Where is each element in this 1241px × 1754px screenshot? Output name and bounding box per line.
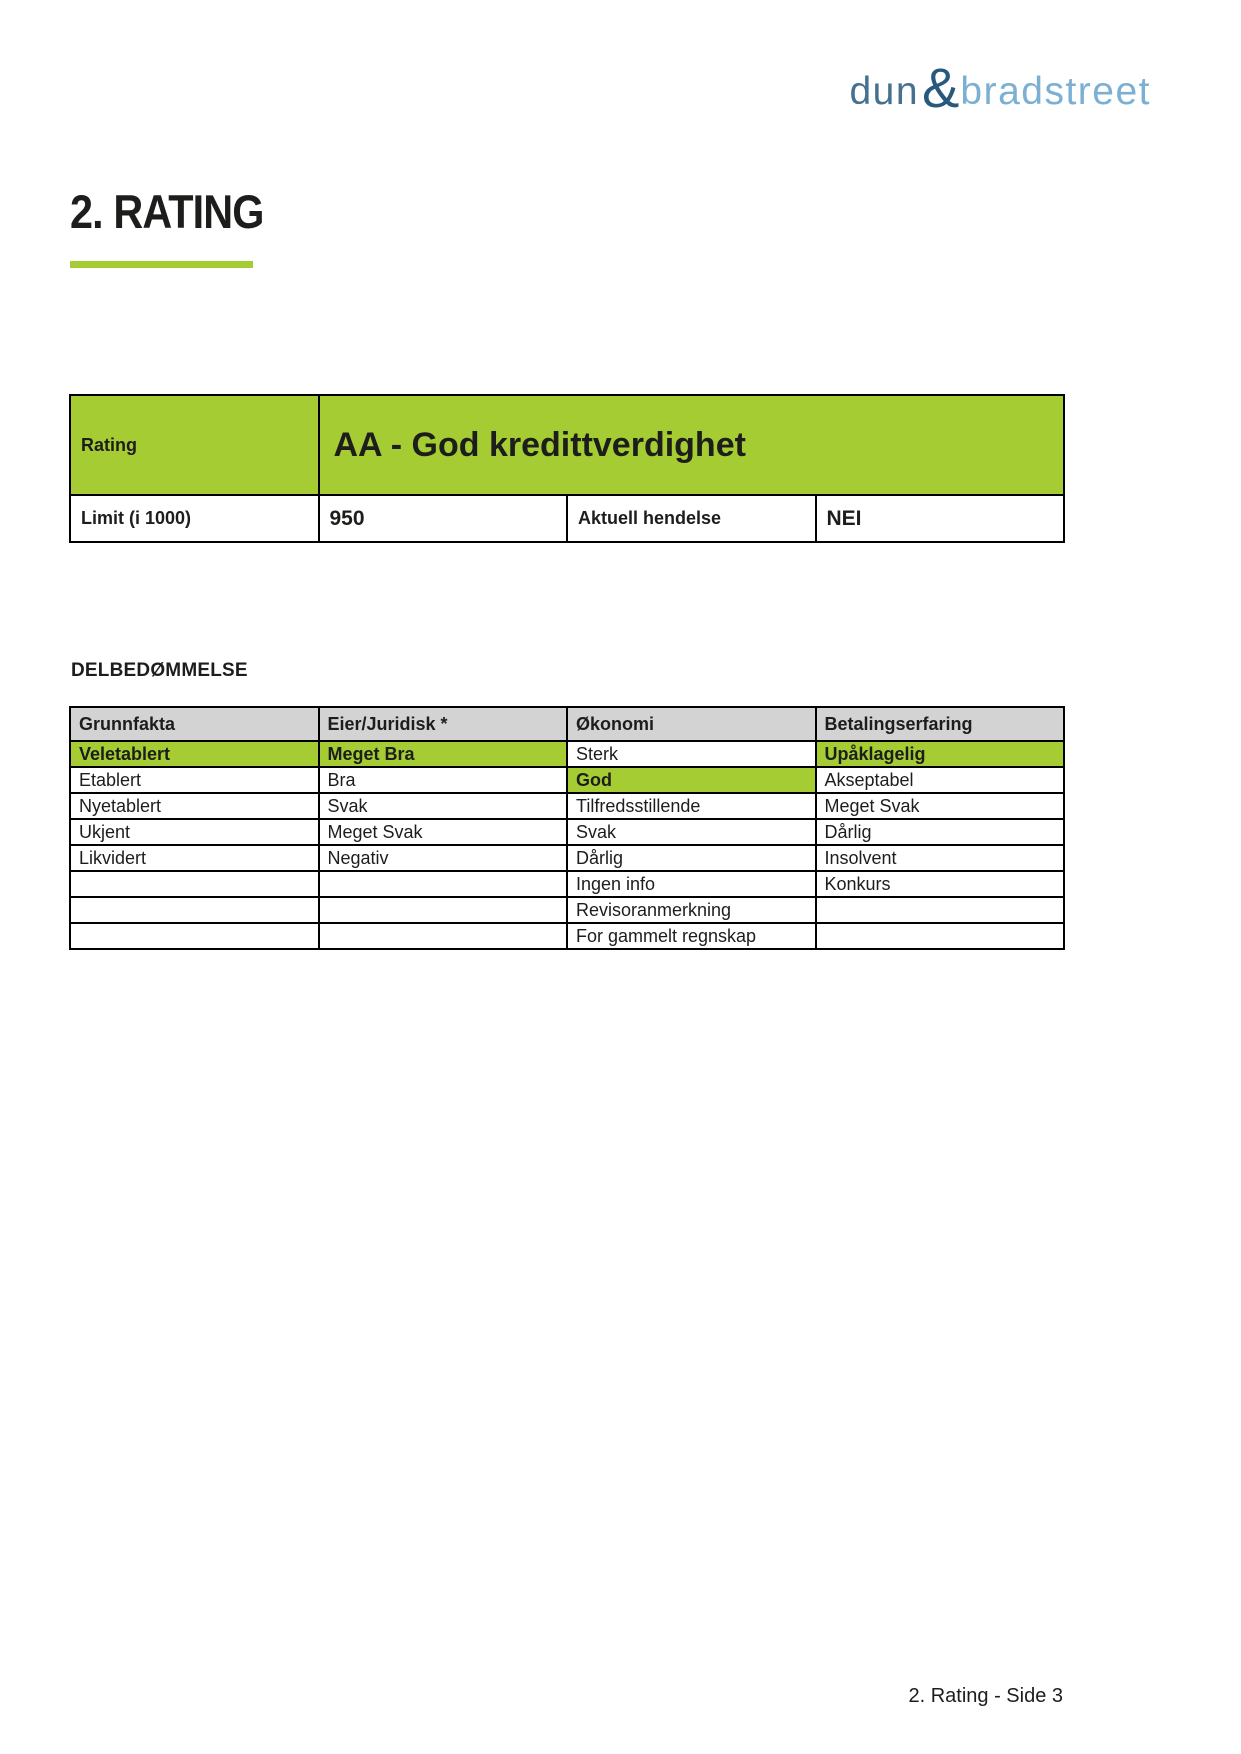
assessment-cell: Revisoranmerkning bbox=[567, 897, 816, 923]
assessment-cell: God bbox=[567, 767, 816, 793]
limit-label: Limit (i 1000) bbox=[70, 495, 319, 542]
assessment-cell: Negativ bbox=[319, 845, 568, 871]
assessment-cell bbox=[70, 871, 319, 897]
assessment-cell bbox=[70, 923, 319, 949]
title-underline-bar bbox=[70, 261, 253, 268]
assessment-cell: Svak bbox=[567, 819, 816, 845]
assessment-cell: Tilfredsstillende bbox=[567, 793, 816, 819]
event-label: Aktuell hendelse bbox=[567, 495, 816, 542]
assessment-header-row bbox=[70, 707, 1064, 741]
page-title: 2. RATING bbox=[70, 185, 264, 238]
assessment-cell: Meget Bra bbox=[319, 741, 568, 767]
table-row bbox=[70, 845, 1064, 871]
assessment-cell: Nyetablert bbox=[70, 793, 319, 819]
assessment-cell: Likvidert bbox=[70, 845, 319, 871]
dun-bradstreet-logo bbox=[849, 56, 1151, 122]
page-footer: 2. Rating - Side 3 bbox=[908, 1685, 1063, 1707]
assessment-cell bbox=[319, 897, 568, 923]
event-value: NEI bbox=[816, 495, 1065, 542]
assessment-cell: Ukjent bbox=[70, 819, 319, 845]
table-row bbox=[70, 871, 1064, 897]
limit-row bbox=[70, 495, 1064, 542]
assessment-cell: Etablert bbox=[70, 767, 319, 793]
table-row bbox=[70, 767, 1064, 793]
assessment-cell: Sterk bbox=[567, 741, 816, 767]
rating-row bbox=[70, 395, 1064, 495]
assessment-cell: Insolvent bbox=[816, 845, 1065, 871]
column-header-eier-juridisk: Eier/Juridisk * bbox=[319, 707, 568, 741]
column-header-okonomi: Økonomi bbox=[567, 707, 816, 741]
assessment-cell bbox=[319, 923, 568, 949]
table-row bbox=[70, 923, 1064, 949]
rating-label: Rating bbox=[70, 395, 319, 495]
assessment-cell: Akseptabel bbox=[816, 767, 1065, 793]
assessment-rows bbox=[70, 741, 1064, 949]
rating-table bbox=[69, 394, 1065, 543]
logo-text-bradstreet: bradstreet bbox=[960, 69, 1151, 113]
assessment-cell: Ingen info bbox=[567, 871, 816, 897]
assessment-cell: Meget Svak bbox=[319, 819, 568, 845]
assessment-cell: Veletablert bbox=[70, 741, 319, 767]
assessment-cell bbox=[70, 897, 319, 923]
assessment-cell: Bra bbox=[319, 767, 568, 793]
table-row bbox=[70, 819, 1064, 845]
assessment-cell bbox=[816, 897, 1065, 923]
assessment-cell: Svak bbox=[319, 793, 568, 819]
column-header-grunnfakta: Grunnfakta bbox=[70, 707, 319, 741]
assessment-cell: Dårlig bbox=[816, 819, 1065, 845]
rating-value: AA - God kredittverdighet bbox=[319, 395, 1065, 495]
assessment-cell bbox=[319, 871, 568, 897]
table-row bbox=[70, 793, 1064, 819]
assessment-cell: Dårlig bbox=[567, 845, 816, 871]
table-row bbox=[70, 897, 1064, 923]
assessment-table bbox=[69, 706, 1065, 950]
assessment-cell: Konkurs bbox=[816, 871, 1065, 897]
ampersand-icon: & bbox=[922, 56, 960, 119]
assessment-cell: Upåklagelig bbox=[816, 741, 1065, 767]
assessment-cell: Meget Svak bbox=[816, 793, 1065, 819]
assessment-cell: For gammelt regnskap bbox=[567, 923, 816, 949]
assessment-cell bbox=[816, 923, 1065, 949]
logo-text-dun: dun bbox=[849, 69, 920, 113]
column-header-betalingserfaring: Betalingserfaring bbox=[816, 707, 1065, 741]
limit-value: 950 bbox=[319, 495, 568, 542]
table-row bbox=[70, 741, 1064, 767]
assessment-section-title: DELBEDØMMELSE bbox=[71, 660, 248, 681]
